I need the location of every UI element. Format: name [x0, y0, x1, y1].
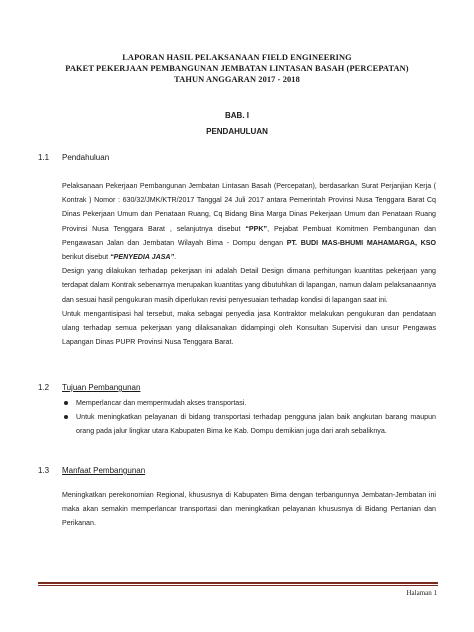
report-title	[60, 52, 414, 85]
list-item-text: Memperlancar dan mempermudah akses transportasi.	[76, 399, 247, 407]
footer-rule-thin	[38, 585, 438, 586]
page-number: Halaman 1	[406, 589, 437, 597]
footer-rule-thick	[38, 582, 438, 584]
paragraph-contract-text-c: berikut disebut	[62, 253, 111, 262]
paragraph-contract-text-b: , Pejabat Pembuat Komitmen Pembangunan dan Pengawasan Jalan dan Jembatan Wilayah Bima - Dompu dengan	[62, 224, 436, 247]
report-title-line1: LAPORAN HASIL PELAKSANAAN FIELD ENGINEERING	[122, 53, 352, 62]
section-title-manfaat: Manfaat Pembangunan	[62, 466, 146, 475]
section-number-1-1: 1.1	[38, 153, 50, 162]
paragraph-manfaat: Meningkatkan perekonomian Regional, khususnya di Kabupaten Bima dengan terbangunnya Jembatan-Jembatan ini maka akan semakin memperlancar transportasi dan meningkatkan pelayanan khususnya di Bidang Pertanian dan Perikanan.	[62, 491, 436, 528]
tujuan-list	[62, 396, 436, 439]
section-number-1-3: 1.3	[38, 466, 50, 475]
section-number-1-2: 1.2	[38, 383, 50, 392]
list-item-text: Untuk meningkatkan pelayanan di bidang transportasi terhadap pengguna jalan baik angkutan barang maupun orang pada jalur lingkar utara Kabupaten Bima ke Kab. Dompu demikian juga dari arah sebaliknya.	[76, 413, 436, 436]
section-1-3-body	[62, 488, 436, 531]
list-item	[62, 410, 436, 438]
penyedia-jasa-term: “PENYEDIA JASA”	[110, 253, 175, 262]
paragraph-contract	[62, 179, 436, 264]
list-item	[62, 396, 436, 410]
section-title-tujuan: Tujuan Pembangunan	[62, 383, 141, 392]
paragraph-contract-text-a: Pelaksanaan Pekerjaan Pembangunan Jembatan Lintasan Basah (Percepatan), berdasarkan Surat Perjanjian Kerja ( Kontrak ) Nomor : 630/32/JMK/KTR/2017 Tanggal 24 Juli 2017 antara Pemerintah Provinsi Nusa Tenggara Barat Cq Dinas Pekerjaan Umum dan Penataan Ruang, Cq Bidang Bina Marga Dinas Pekerjaan Umum dan Penataan Ruang Provinsi Nusa Tenggara Barat , selanjutnya disebut	[62, 182, 436, 233]
paragraph-anticipation: Untuk mengantisipasi hal tersebut, maka sebagai penyedia jasa Kontraktor melakukan pengukuran dan pendataan ulang terhadap semua pekerjaan yang dilaksanakan didampingi oleh Konsultan Supervisi dan unsur Pengawas Lapangan Dinas PUPR Provinsi Nusa Tenggara Barat.	[62, 309, 436, 347]
chapter-number: BAB. I	[225, 111, 249, 120]
chapter-title: PENDAHULUAN	[206, 127, 268, 136]
paragraph-contract-text-d: .	[174, 253, 177, 262]
bullet-icon	[64, 415, 68, 419]
contractor-name: PT. BUDI MAS-BHUMI MAHAMARGA, KSO	[286, 238, 437, 247]
ppk-term: “PPK”	[245, 224, 268, 233]
report-title-line3: TAHUN ANGGARAN 2017 - 2018	[174, 75, 300, 84]
bullet-icon	[64, 401, 68, 405]
paragraph-design: Design yang dilakukan terhadap pekerjaan ini adalah Detail Design dimana perhitungan kuantitas pekerjaan yang terdapat dalam Kontrak sebenarnya merupakan kuantitas yang dibutuhkan di lapangan, namun dalam pelaksanaannya dan sesuai hasil pengukuran masih diperlukan revisi penyesuaian terhadap kondisi di lapangan saat ini.	[62, 267, 436, 304]
section-title-pendahuluan: Pendahuluan	[62, 153, 110, 162]
section-1-1-body	[62, 179, 436, 349]
report-title-line2: PAKET PEKERJAAN PEMBANGUNAN JEMBATAN LINTASAN BASAH (PERCEPATAN)	[65, 64, 409, 73]
